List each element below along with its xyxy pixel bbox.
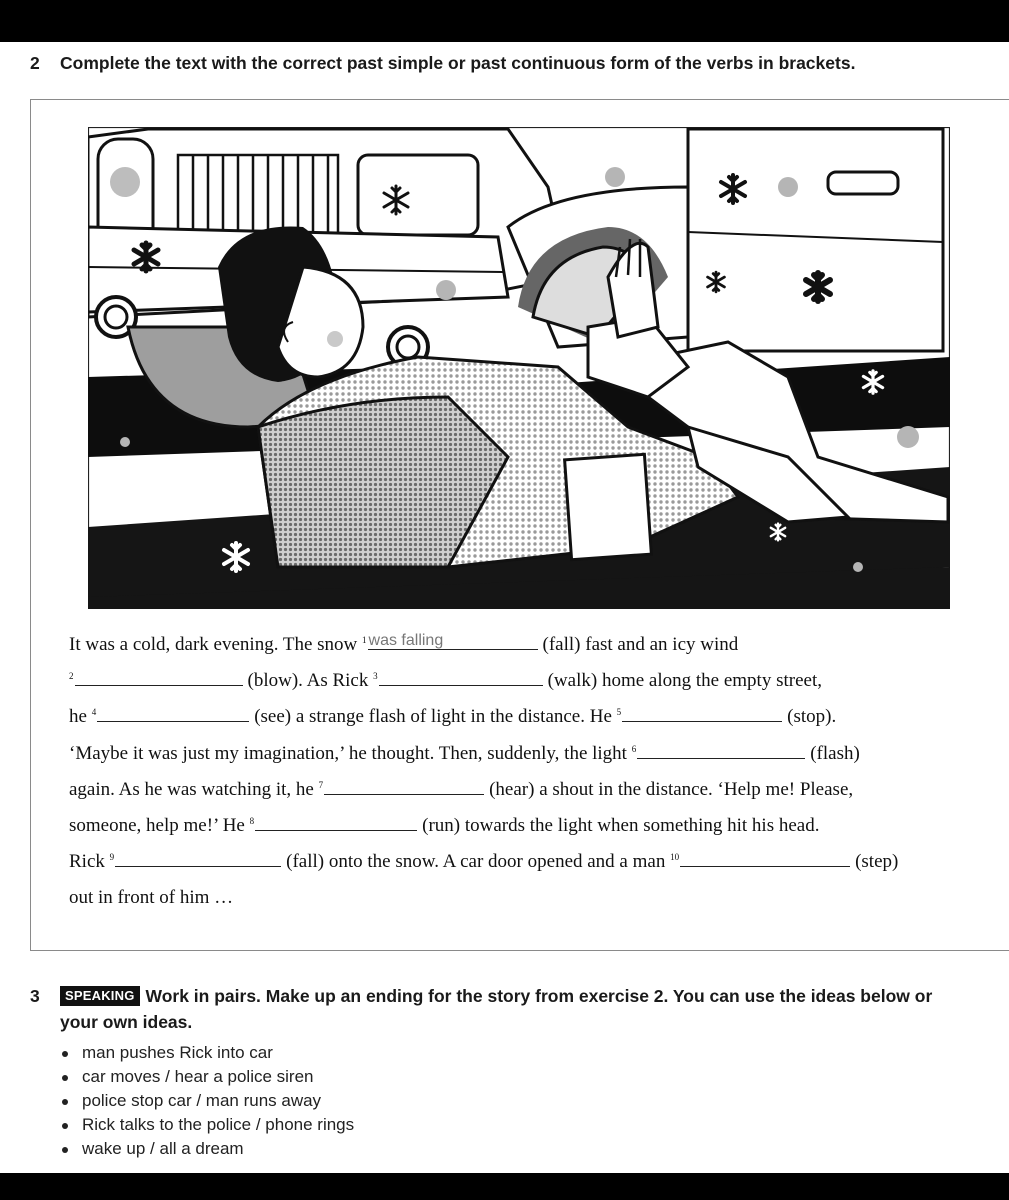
gap-number: 5 [616, 707, 622, 718]
story-line [69, 699, 969, 735]
story-text-segment: It was a cold, dark evening. The snow [69, 634, 363, 655]
story-text-segment: (flash) [810, 742, 860, 764]
story-text-segment: (hear) a shout in the distance. ‘Help me! Please, [489, 778, 854, 800]
top-black-bar [0, 0, 1009, 42]
story-text-segment: Rick [69, 851, 110, 873]
gap-number: 4 [91, 707, 97, 718]
speaking-badge: SPEAKING [60, 986, 140, 1006]
answer-gap[interactable] [379, 671, 543, 686]
answer-gap[interactable] [324, 780, 484, 795]
gap-number: 6 [631, 743, 637, 754]
story-text-segment: out in front of him … [69, 887, 234, 909]
answer-gap[interactable] [115, 852, 281, 867]
story-line [69, 844, 969, 880]
story-line [69, 736, 969, 772]
story-text-segment: again. As he was watching it, he [69, 778, 319, 800]
story-text-segment: (see) a strange flash of light in the distance. He [254, 706, 617, 728]
story-text-segment: (stop). [787, 706, 837, 728]
story-line [69, 772, 969, 808]
exercise-3-number: 3 [30, 986, 40, 1006]
gap-number: 10 [670, 852, 680, 863]
idea-item: police stop car / man runs away [60, 1089, 980, 1113]
story-text-segment: (fall) onto the snow. A car door opened and a man [286, 851, 671, 873]
idea-item: wake up / all a dream [60, 1137, 980, 1161]
exercise-2-number: 2 [30, 53, 40, 73]
answer-gap[interactable] [622, 707, 782, 722]
answer-gap[interactable] [97, 707, 249, 722]
gap-number: 1 [362, 635, 367, 645]
story-text-segment: (step) [855, 851, 899, 873]
exercise-3-instruction-line1: Work in pairs. Make up an ending for the story from exercise 2. You can use the ideas below or [145, 986, 933, 1006]
exercise-2-instruction: Complete the text with the correct past simple or past continuous form of the verbs in brackets. [60, 53, 856, 73]
story-text-segment: (run) towards the light when something hit his head. [422, 814, 820, 836]
exercise-3-heading [30, 983, 980, 1009]
exercise-2-box [30, 99, 1009, 951]
ideas-list [30, 1041, 980, 1161]
gap-number: 7 [318, 779, 324, 790]
answer-gap[interactable] [368, 632, 538, 650]
answer-gap[interactable] [637, 744, 805, 759]
story-line [69, 663, 969, 699]
man-under-car-in-snow-illustration [88, 127, 950, 609]
idea-item: car moves / hear a police siren [60, 1065, 980, 1089]
story-text-segment: (walk) home along the empty street, [547, 670, 822, 692]
story-text-segment: (fall) fast and an icy wind [542, 634, 739, 655]
gap-number: 8 [249, 815, 255, 826]
story-line [69, 627, 969, 663]
exercise-3-instruction-line2: your own ideas. [60, 1012, 193, 1032]
idea-item: man pushes Rick into car [60, 1041, 980, 1065]
story-text [69, 627, 969, 917]
exercise-3 [30, 983, 980, 1161]
bottom-black-bar [0, 1173, 1009, 1200]
example-answer: was falling [368, 632, 444, 649]
answer-gap[interactable] [255, 816, 417, 831]
answer-gap[interactable] [680, 852, 850, 867]
story-line [69, 808, 969, 844]
gap-number: 9 [109, 852, 115, 863]
story-text-segment: someone, help me!’ He [69, 814, 250, 836]
story-text-segment: (blow). As Rick [247, 670, 374, 692]
gap-number: 2 [69, 671, 74, 682]
story-text-segment: ‘Maybe it was just my imagination,’ he thought. Then, suddenly, the light [69, 742, 632, 764]
gap-number: 3 [373, 671, 378, 682]
idea-item: Rick talks to the police / phone rings [60, 1113, 980, 1137]
exercise-2-heading [30, 53, 990, 74]
story-line [69, 880, 969, 916]
story-text-segment: he [69, 706, 92, 728]
answer-gap[interactable] [75, 671, 243, 686]
